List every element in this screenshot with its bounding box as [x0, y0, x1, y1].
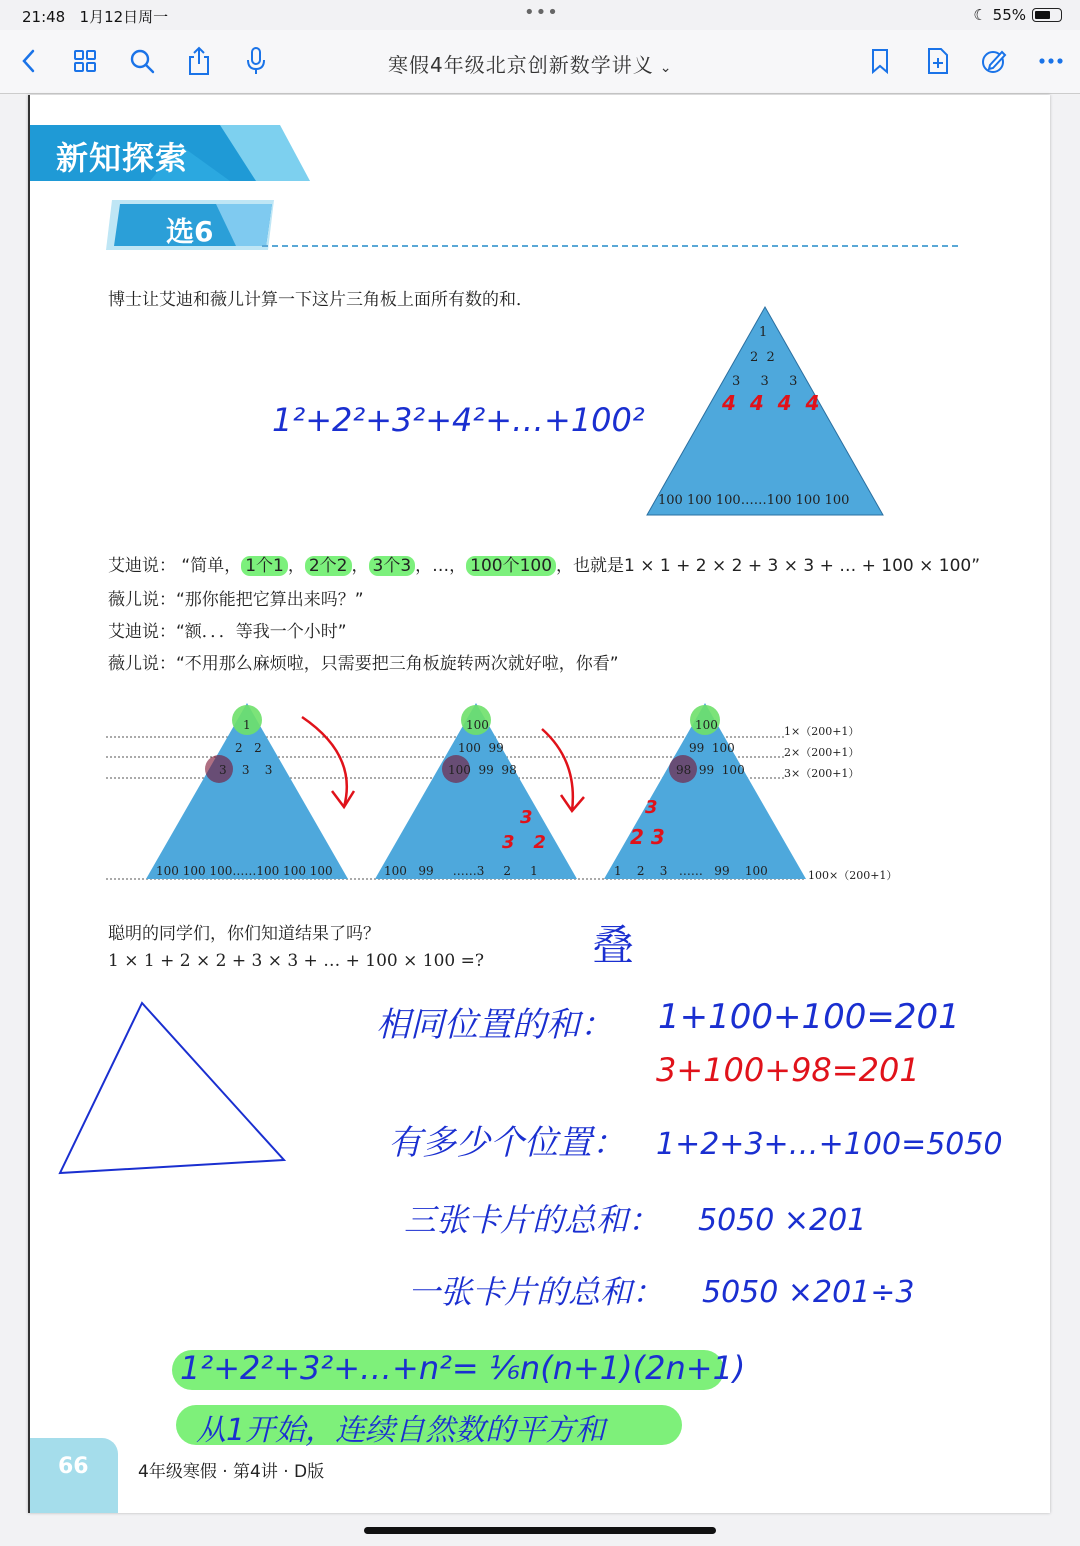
tri3-bottom: 1 2 3 …… 99 100 [614, 864, 768, 878]
section-title: 新知探索 [56, 139, 189, 177]
bookmark-icon[interactable] [863, 44, 897, 78]
multitask-dots[interactable]: ••• [524, 2, 559, 23]
back-icon[interactable] [12, 44, 46, 78]
triangle-bottom-row: 100 100 100……100 100 100 [658, 493, 850, 508]
moon-icon: ☾ [973, 6, 987, 24]
handwritten-sum-expression: 1²+2²+3²+4²+…+100² [272, 401, 645, 439]
bottom-row-label: 100×（200+1） [808, 869, 898, 882]
section-banner [30, 125, 310, 181]
chevron-down-icon: ⌄ [659, 60, 673, 76]
hw-formula-note: 从1开始，连续自然数的平方和 [196, 1413, 606, 1448]
footer-text: 4年级寒假 · 第4讲 · D版 [138, 1462, 325, 1482]
tri2-top: 100 [466, 718, 489, 732]
hw-line3-label: 有多少个位置： [388, 1123, 626, 1163]
triangle-row-4-handwritten: 4 4 4 4 [722, 391, 820, 415]
hw-line5-label: 一张卡片的总和： [408, 1273, 665, 1311]
hw-line5-value: 5050 ×201÷3 [702, 1275, 915, 1310]
tri2-row-2: 100 99 [458, 741, 504, 755]
tri3-row-3: 98 99 100 [676, 763, 745, 777]
tri3-handwritten-1: 3 [645, 797, 658, 818]
tri1-row-3: 3 3 3 [219, 763, 273, 777]
hw-line3-value: 1+2+3+…+100=5050 [656, 1127, 1003, 1162]
sub-banner [106, 200, 276, 254]
more-icon[interactable] [1034, 44, 1068, 78]
dialogue-line-3: 艾迪说：“额．．．等我一个小时” [108, 622, 347, 642]
sub-banner-title: 选6 [166, 215, 214, 248]
tri2-handwritten-1: 3 [520, 807, 533, 828]
rotation-diagram [106, 695, 896, 890]
triangle-row-1: 1 [759, 325, 768, 340]
reader-toolbar [0, 30, 1080, 94]
tri3-row-2: 99 100 [689, 741, 735, 755]
battery-icon [1032, 8, 1062, 22]
row-label-3: 3×（200+1） [784, 767, 860, 780]
question-formula: 1 × 1 + 2 × 2 + 3 × 3 + … + 100 × 100 =? [108, 951, 484, 971]
microphone-icon[interactable] [239, 44, 273, 78]
hw-line4-value: 5050 ×201 [698, 1203, 867, 1238]
tri3-handwritten-2: 2 3 [630, 825, 665, 849]
problem-intro: 博士让艾迪和薇儿计算一下这片三角板上面所有数的和． [108, 290, 533, 310]
search-icon[interactable] [125, 44, 159, 78]
tri2-handwritten-2: 3 2 [502, 832, 546, 853]
tri1-bottom: 100 100 100……100 100 100 [156, 864, 333, 878]
status-bar [0, 0, 1080, 30]
add-page-icon[interactable] [921, 44, 955, 78]
question-text: 聪明的同学们，你们知道结果了吗？ [108, 924, 380, 944]
row-label-2: 2×（200+1） [784, 746, 860, 759]
hw-line2-value: 3+100+98=201 [656, 1051, 920, 1089]
triangle-row-2: 2 2 [750, 350, 775, 365]
home-indicator[interactable] [364, 1527, 716, 1534]
share-icon[interactable] [182, 44, 216, 78]
tri2-row-3: 100 99 98 [448, 763, 517, 777]
hw-formula: 1²+2²+3²+…+n²= ⅙n(n+1)(2n+1) [180, 1349, 746, 1387]
status-time: 21:48 1月12日周一 [22, 8, 169, 26]
dialogue-line-1: 艾迪说： “简单， 1个1 ， 2个2 ， 3个3 ，…， 100个100 ，也就是1 × 1 + 2 × 2 + 3 × 3 + … + 100 × 100” [108, 556, 981, 576]
row-label-1: 1×（200+1） [784, 725, 860, 738]
grid-icon[interactable] [68, 44, 102, 78]
handwritten-die: 叠 [592, 921, 635, 970]
tri3-top: 100 [695, 718, 718, 732]
page-number-tab [30, 1438, 118, 1513]
divider [262, 245, 958, 247]
document-page [28, 95, 1050, 1513]
pen-markup-icon[interactable] [977, 44, 1011, 78]
tri2-bottom: 100 99 ……3 2 1 [384, 864, 538, 878]
document-title[interactable]: 寒假4年级北京创新数学讲义 ⌄ [388, 53, 673, 77]
hw-line4-label: 三张卡片的总和： [404, 1201, 661, 1239]
dialogue-line-4: 薇儿说：“不用那么麻烦啦，只需要把三角板旋转两次就好啦，你看” [108, 654, 619, 674]
page-number: 66 [58, 1454, 89, 1479]
tri1-top: 1 [243, 718, 251, 732]
hw-line1-value: 1+100+100=201 [658, 997, 960, 1037]
handwritten-triangle [58, 997, 288, 1177]
triangle-row-3: 3 3 3 [732, 374, 798, 389]
dialogue-line-2: 薇儿说：“那你能把它算出来吗？” [108, 590, 364, 610]
hw-line1-label: 相同位置的和： [376, 1005, 614, 1045]
battery-percent: 55% [992, 6, 1026, 24]
tri1-row-2: 2 2 [235, 741, 262, 755]
